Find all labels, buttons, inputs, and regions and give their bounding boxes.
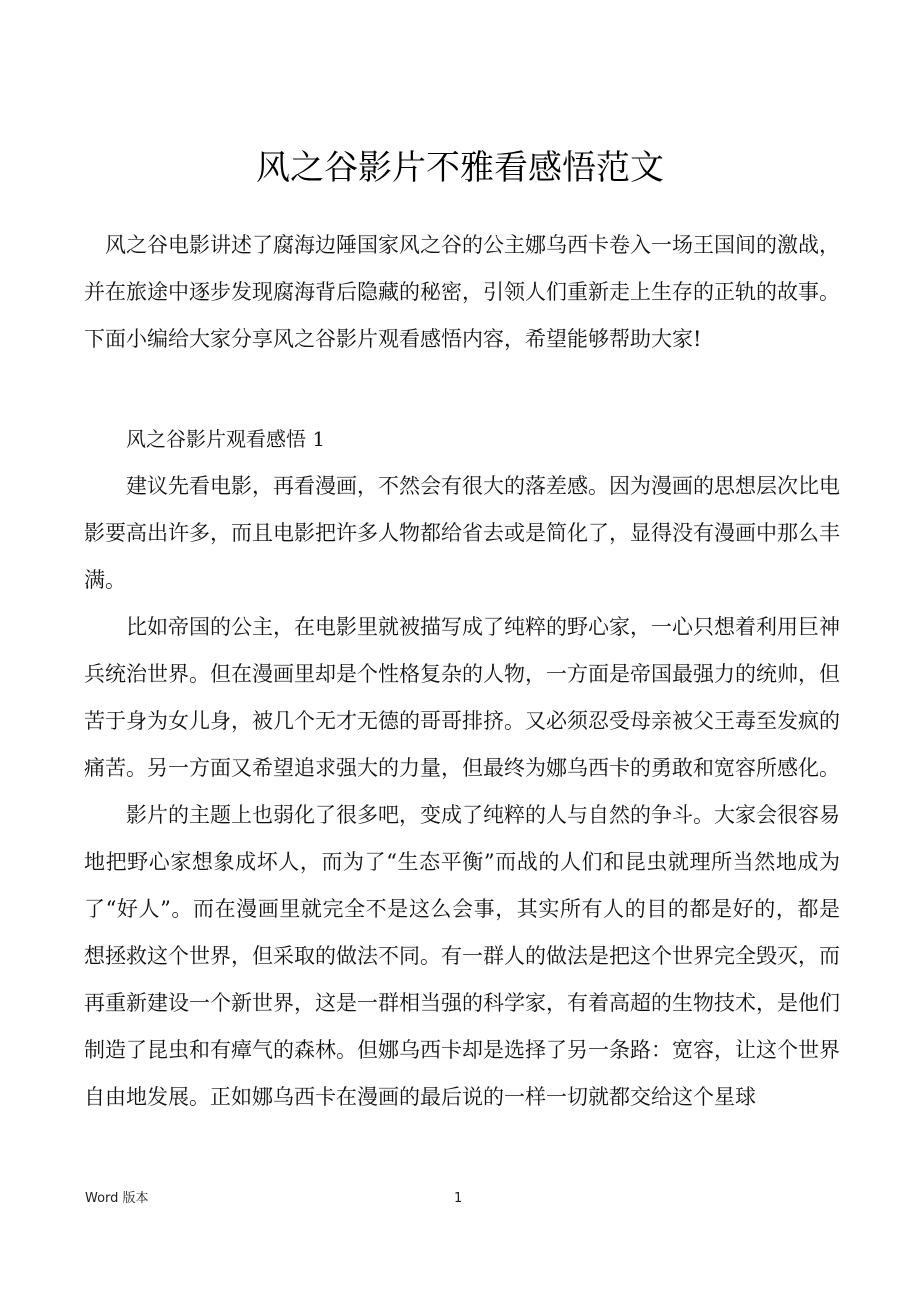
- body-paragraph: 比如帝国的公主，在电影里就被描写成了纯粹的野心家，一心只想着利用巨神兵统治世界。但在漫画里却是个性格复杂的人物，一方面是帝国最强力的统帅，但苦于身为女儿身，被几个无才无德的哥哥排挤。又必须忍受母亲被父王毒至发疯的痛苦。另一方面又希望追求强大的力量，但最终为娜乌西卡的勇敢和宽容所感化。: [84, 615, 840, 780]
- body-paragraphs: [84, 463, 840, 1121]
- page-number: 1: [454, 1191, 463, 1206]
- body-paragraph: 建议先看电影，再看漫画，不然会有很大的落差感。因为漫画的思想层次比电影要高出许多，而且电影把许多人物都给省去或是简化了，显得没有漫画中那么丰满。: [84, 474, 840, 592]
- section-heading: 风之谷影片观看感悟 1: [126, 427, 326, 451]
- document-title: 风之谷影片不雅看感悟范文: [256, 148, 664, 188]
- body-paragraph: 影片的主题上也弱化了很多吧，变成了纯粹的人与自然的争斗。大家会很容易地把野心家想象成坏人，而为了“生态平衡”而战的人们和昆虫就理所当然地成为了“好人”。而在漫画里就完全不是这么会事，其实所有人的目的都是好的，都是想拯救这个世界，但采取的做法不同。有一群人的做法是把这个世界完全毁灭，而再重新建设一个新世界，这是一群相当强的科学家，有着高超的生物技术，是他们制造了昆虫和有瘴气的森林。但娜乌西卡却是选择了另一条路：宽容，让这个世界自由地发展。正如娜乌西卡在漫画的最后说的一样一切就都交给这个星球: [84, 803, 840, 1109]
- footer-label: Word 版本: [85, 1191, 149, 1206]
- intro-paragraph: 风之谷电影讲述了腐海边陲国家风之谷的公主娜乌西卡卷入一场王国间的激战，并在旅途中逐步发现腐海背后隐藏的秘密，引领人们重新走上生存的正轨的故事。下面小编给大家分享风之谷影片观看感悟内容，希望能够帮助大家!: [84, 233, 840, 351]
